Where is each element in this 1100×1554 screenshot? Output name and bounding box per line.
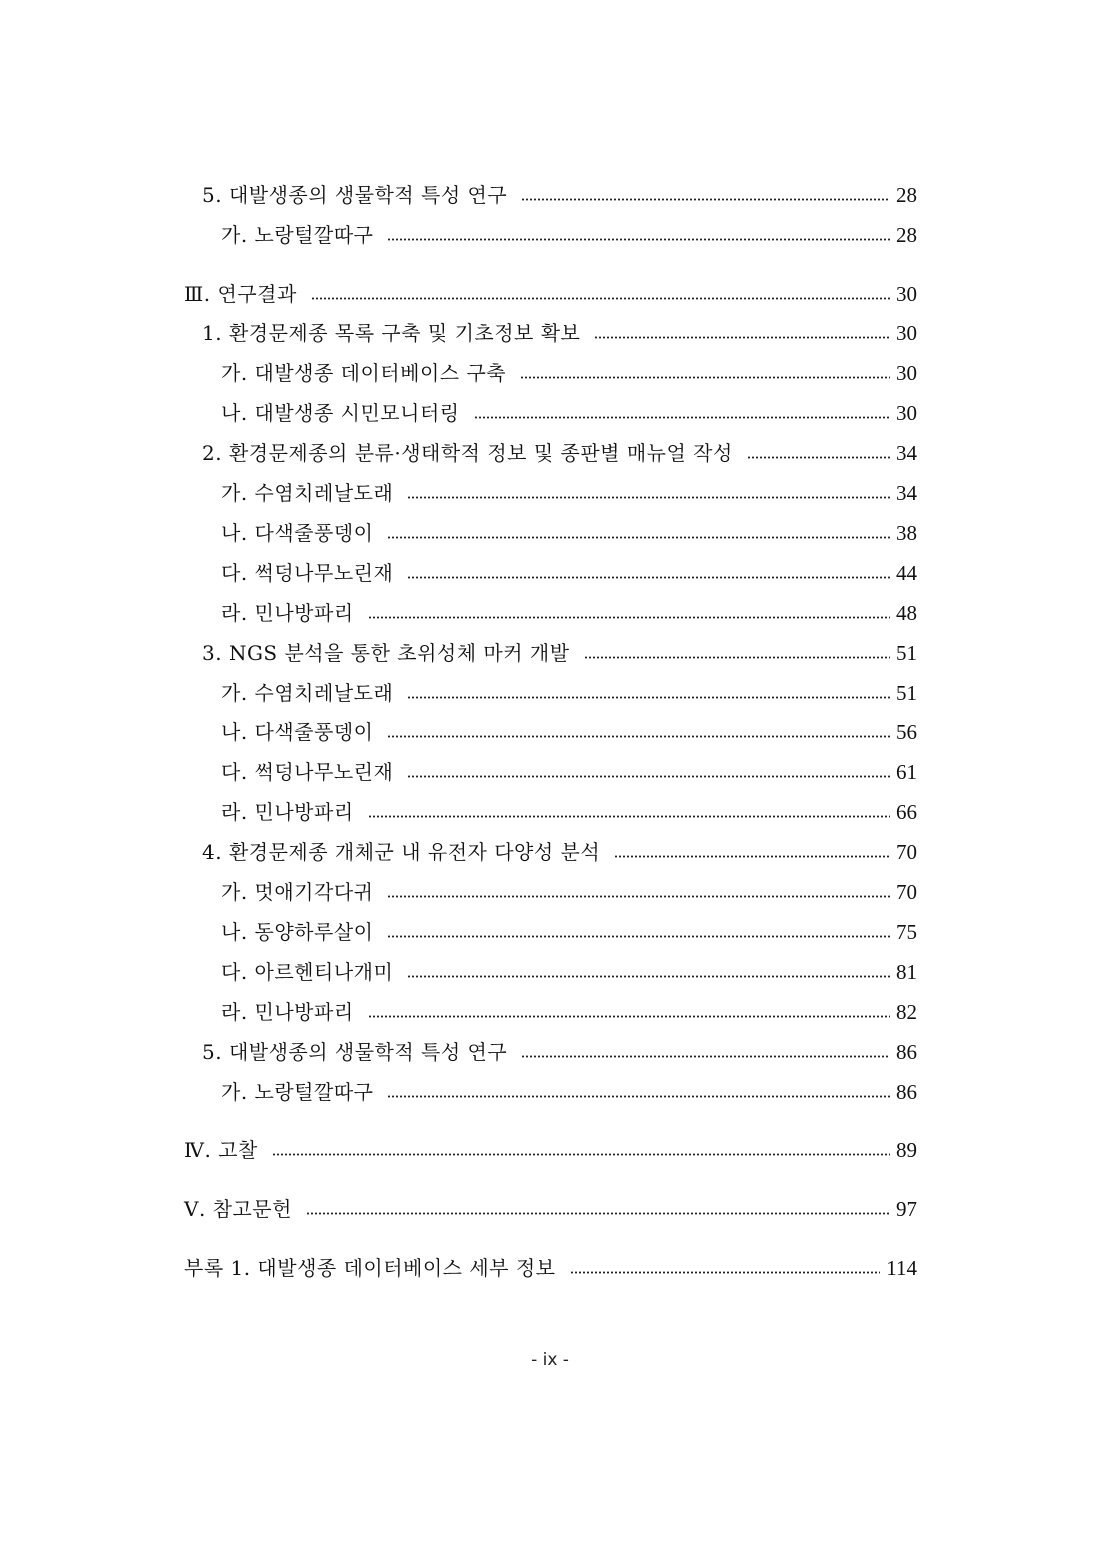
toc-entry-page: 70 [896,880,917,904]
toc-leader-dots [387,935,890,938]
toc-entry[interactable] [184,1133,917,1163]
toc-entry-page: 61 [896,760,917,784]
toc-entry-label: 가. 노랑털깔따구 [221,1080,374,1104]
toc-entry-page: 30 [896,361,917,385]
toc-entry-page: 81 [896,960,917,984]
toc-entry[interactable] [221,1075,917,1105]
toc-entry[interactable] [221,218,917,248]
toc-leader-dots [407,975,890,978]
toc-entry-label: 4. 환경문제종 개체군 내 유전자 다양성 분석 [202,840,601,864]
toc-entry-label: 나. 다색줄풍뎅이 [221,521,374,545]
toc-entry[interactable] [202,436,917,466]
toc-entry-page: 82 [896,1000,917,1024]
toc-entry-page: 30 [896,321,917,345]
toc-leader-dots [407,696,890,699]
toc-entry[interactable] [221,715,917,745]
toc-entry-page: 28 [896,183,917,207]
toc-entry[interactable] [221,676,917,706]
toc-entry[interactable] [202,316,917,346]
toc-entry[interactable] [221,516,917,546]
toc-leader-dots [521,198,890,201]
toc-entry-page: 44 [896,561,917,585]
toc-entry-label: 부록 1. 대발생종 데이터베이스 세부 정보 [184,1256,556,1280]
toc-entry[interactable] [184,1251,917,1281]
toc-entry-label: 라. 민나방파리 [221,800,354,824]
toc-entry-label: Ⅴ. 참고문헌 [184,1197,292,1221]
toc-entry[interactable] [202,636,917,666]
toc-leader-dots [387,238,890,241]
toc-leader-dots [387,735,890,738]
toc-leader-dots [387,1095,890,1098]
toc-entry-label: 나. 대발생종 시민모니터링 [221,401,460,425]
toc-entry[interactable] [221,915,917,945]
toc-entry-label: 다. 아르헨티나개미 [221,960,394,984]
toc-entry-label: 라. 민나방파리 [221,601,354,625]
toc-leader-dots [521,1055,890,1058]
toc-entry[interactable] [221,396,917,426]
toc-entry-label: 나. 다색줄풍뎅이 [221,720,374,744]
toc-entry-page: 97 [896,1197,917,1221]
toc-leader-dots [614,855,890,858]
toc-entry-label: 가. 노랑털깔따구 [221,223,374,247]
toc-entry-page: 28 [896,223,917,247]
toc-entry-label: 가. 멋애기각다귀 [221,880,374,904]
toc-entry-page: 66 [896,800,917,824]
toc-leader-dots [387,895,890,898]
toc-entry-label: 가. 수염치레날도래 [221,681,394,705]
toc-leader-dots [311,297,890,300]
toc-entry[interactable] [221,356,917,386]
toc-entry[interactable] [221,955,917,985]
toc-leader-dots [747,456,890,459]
toc-leader-dots [407,576,890,579]
toc-entry-label: Ⅲ. 연구결과 [184,282,297,306]
toc-entry-page: 86 [896,1080,917,1104]
toc-entry-page: 89 [896,1138,917,1162]
toc-entry[interactable] [221,556,917,586]
toc-entry-label: 다. 썩덩나무노린재 [221,760,394,784]
toc-entry[interactable] [221,755,917,785]
toc-entry[interactable] [202,1035,917,1065]
toc-entry-page: 75 [896,920,917,944]
toc-leader-dots [407,496,890,499]
toc-leader-dots [368,616,890,619]
toc-leader-dots [474,416,890,419]
toc-entry-page: 70 [896,840,917,864]
toc-entry[interactable] [221,795,917,825]
page-number: - ix - [531,1350,569,1370]
toc-entry-page: 114 [886,1256,917,1280]
toc-entry-label: 나. 동양하루살이 [221,920,374,944]
toc-entry-page: 51 [896,681,917,705]
toc-entry-label: 가. 수염치레날도래 [221,481,394,505]
toc-leader-dots [407,775,890,778]
toc-entry-page: 51 [896,641,917,665]
toc-leader-dots [584,656,890,659]
toc-leader-dots [570,1271,881,1274]
toc-entry[interactable] [221,596,917,626]
toc-entry[interactable] [184,277,917,307]
toc-leader-dots [387,536,890,539]
toc-entry[interactable] [221,476,917,506]
toc-entry[interactable] [221,875,917,905]
toc-entry[interactable] [221,995,917,1025]
toc-leader-dots [368,815,890,818]
toc-entry-page: 30 [896,401,917,425]
toc-entry[interactable] [184,1192,917,1222]
toc-entry-label: 가. 대발생종 데이터베이스 구축 [221,361,507,385]
toc-entry-page: 34 [896,481,917,505]
toc-leader-dots [368,1015,890,1018]
toc-entry[interactable] [202,835,917,865]
toc-entry-label: 다. 썩덩나무노린재 [221,561,394,585]
toc-leader-dots [594,336,890,339]
toc-entry-label: Ⅳ. 고찰 [184,1138,258,1162]
toc-entry-page: 38 [896,521,917,545]
toc-entry-label: 5. 대발생종의 생물학적 특성 연구 [202,1040,508,1064]
toc-leader-dots [520,376,890,379]
toc-leader-dots [272,1153,890,1156]
toc-entry-page: 56 [896,720,917,744]
toc-entry-label: 2. 환경문제종의 분류·생태학적 정보 및 종판별 매뉴얼 작성 [202,441,733,465]
toc-entry-page: 48 [896,601,917,625]
toc-entry-page: 34 [896,441,917,465]
toc-entry-label: 5. 대발생종의 생물학적 특성 연구 [202,183,508,207]
toc-entry-label: 1. 환경문제종 목록 구축 및 기초정보 확보 [202,321,581,345]
toc-entry-label: 3. NGS 분석을 통한 초위성체 마커 개발 [202,641,570,665]
toc-entry-page: 30 [896,282,917,306]
toc-entry-page: 86 [896,1040,917,1064]
toc-entry-label: 라. 민나방파리 [221,1000,354,1024]
toc-leader-dots [306,1212,890,1215]
toc-entry[interactable] [202,178,917,208]
